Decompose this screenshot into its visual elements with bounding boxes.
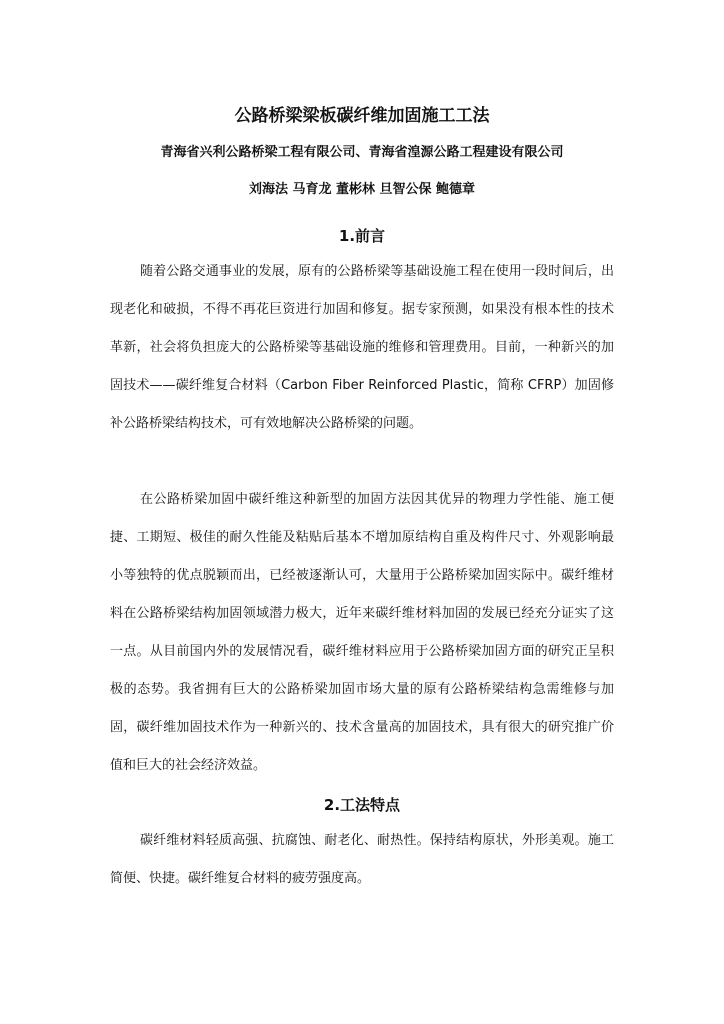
document-title: 公路桥梁梁板碳纤维加固施工工法 bbox=[234, 106, 490, 126]
section-heading-features: 2.工法特点 bbox=[323, 796, 401, 814]
features-paragraph-1: 碳纤维材料轻质高强、抗腐蚀、耐老化、耐热性。保持结构原状，外形美观。施工简便、快捷。碳纤维复合材料的疲劳强度高。 bbox=[110, 833, 614, 886]
preface-paragraph-1: 随着公路交通事业的发展，原有的公路桥梁等基础设施工程在使用一段时间后，出现老化和破损，不得不再花巨资进行加固和修复。据专家预测，如果没有根本性的技术革新，社会将负担庞大的公路桥梁等基础设施的维修和管理费用。目前，一种新兴的加固技术——碳纤维复合材料（Carbon Fiber Reinforced Plastic，简称 CFRP）加固修补公路桥梁结构技术，可有效地解决公路桥梁的问题。 bbox=[110, 264, 614, 431]
author-organizations: 青海省兴利公路桥梁工程有限公司、青海省湟源公路工程建设有限公司 bbox=[160, 145, 564, 160]
preface-paragraph-2: 在公路桥梁加固中碳纤维这种新型的加固方法因其优异的物理力学性能、施工便捷、工期短、极佳的耐久性能及粘贴后基本不增加原结构自重及构件尺寸、外观影响最小等独特的优点脱颖而出，已经被逐渐认可，大量用于公路桥梁加固实际中。碳纤维材料在公路桥梁结构加固领域潜力极大，近年来碳纤维材料加固的发展已经充分证实了这一点。从目前国内外的发展情况看，碳纤维材料应用于公路桥梁加固方面的研究正呈积极的态势。我省拥有巨大的公路桥梁加固市场大量的原有公路桥梁结构急需维修与加固，碳纤维加固技术作为一种新兴的、技术含量高的加固技术，具有很大的研究推广价值和巨大的社会经济效益。 bbox=[110, 492, 614, 773]
author-names: 刘海法 马育龙 董彬林 旦智公保 鲍德章 bbox=[248, 182, 476, 197]
section-heading-preface: 1.前言 bbox=[338, 227, 386, 245]
